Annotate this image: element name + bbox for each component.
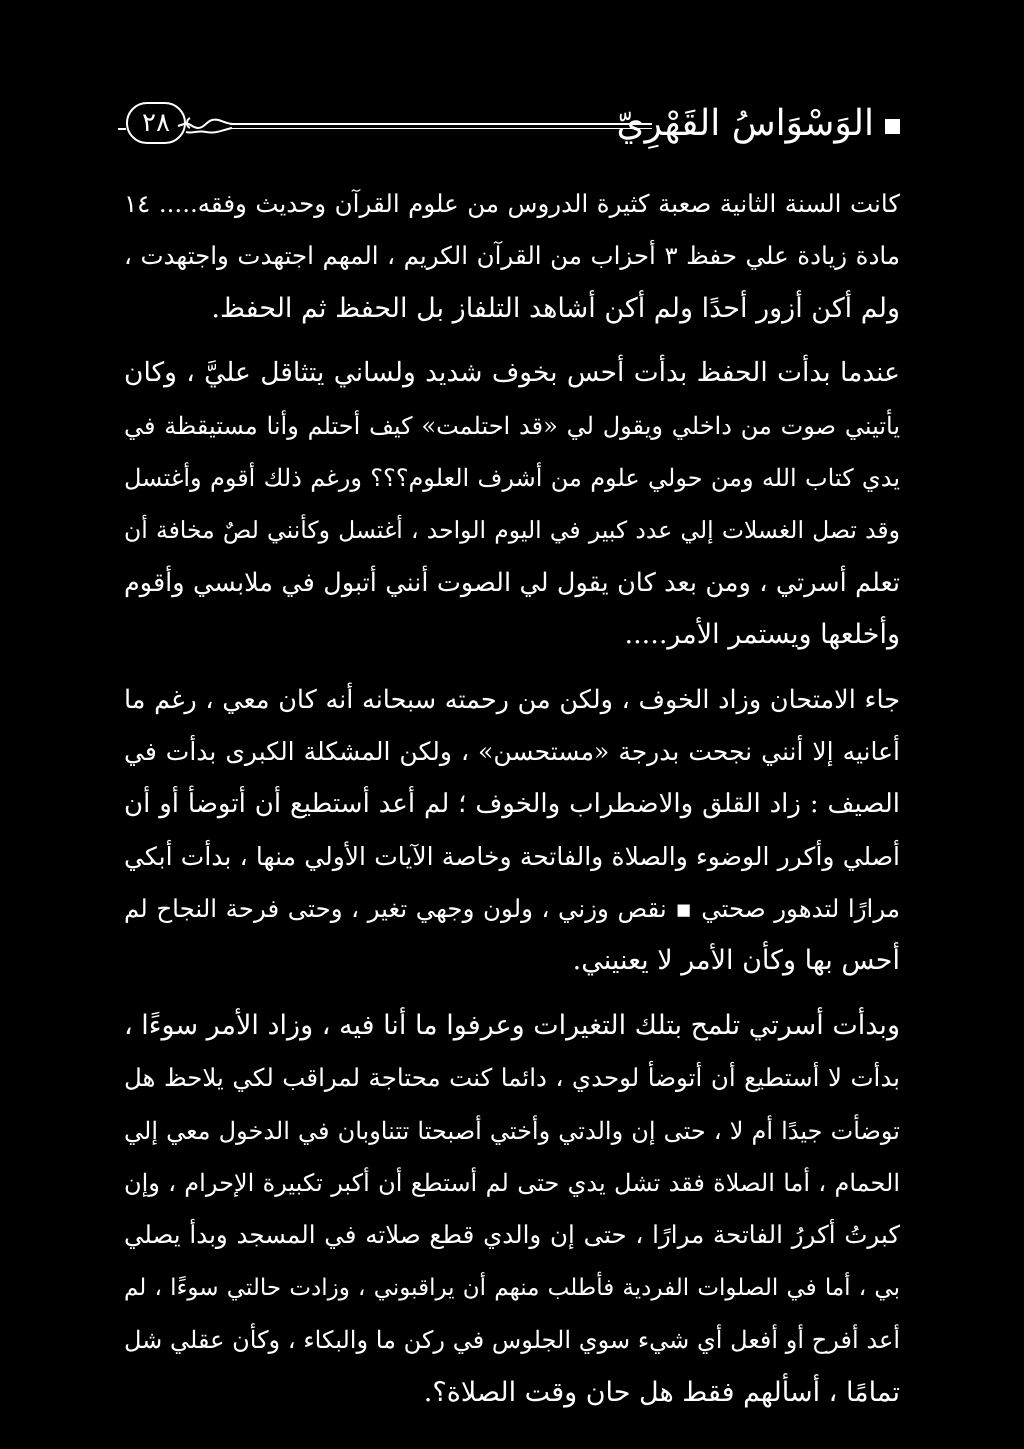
running-title: الوَسْوَاسُ القَهْرِيّ <box>616 103 874 144</box>
text-line: تعلم أسرتي ، ومن بعد كان يقول لي الصوت أنني أتبول في ملابسي وأقوم <box>124 567 900 598</box>
paragraph <box>124 178 900 335</box>
text-line: مادة زيادة علي حفظ ٣ أحزاب من القرآن الكريم ، المهم اجتهدت واجتهدت ، <box>124 241 900 271</box>
text-line: الصيف : زاد القلق والاضطراب والخوف ؛ لم أعد أستطيع أن أتوضأ أو أن <box>124 789 900 820</box>
text-line: وبدأت أسرتي تلمح بتلك التغيرات وعرفوا ما أنا فيه ، وزاد الأمر سوءًا ، <box>124 1009 900 1041</box>
text-line: وقد تصل الغسلات إلي عدد كبير في اليوم الواحد ، أغتسل وكأنني لصٌ مخافة أن <box>124 516 900 545</box>
paragraph <box>124 347 900 661</box>
page-body <box>124 178 900 1419</box>
paragraph-gap <box>124 988 900 1000</box>
page-header <box>118 98 900 150</box>
page-number: ٢٨ <box>142 108 170 138</box>
paragraph <box>124 674 900 988</box>
paragraph-gap <box>124 662 900 674</box>
header-left-rule <box>118 128 126 130</box>
text-line: مرارًا لتدهور صحتي ▪ نقص وزني ، ولون وجهي تغير ، وحتى فرحة النجاح لم <box>124 894 900 924</box>
text-line: بي ، أما في الصلوات الفردية فأطلب منهم أن يراقبوني ، وزادت حالتي سوءًا ، لم <box>124 1274 900 1301</box>
page-number-badge <box>126 102 186 144</box>
text-line: عندما بدأت الحفظ بدأت أحس بخوف شديد ولساني يتثاقل عليَّ ، وكان <box>124 357 900 389</box>
header-rule-thin <box>230 128 652 129</box>
text-line: جاء الامتحان وزاد الخوف ، ولكن من رحمته سبحانه أنه كان معي ، رغم ما <box>124 684 900 715</box>
text-line: ولم أكن أزور أحدًا ولم أكن أشاهد التلفاز بل الحفظ ثم الحفظ. <box>211 292 900 324</box>
text-line: بدأت لا أستطيع أن أتوضأ لوحدي ، دائما كنت محتاجة لمراقب لكي يلاحظ هل <box>124 1063 900 1093</box>
header-square-ornament <box>885 119 900 134</box>
text-line: توضأت جيدًا أم لا ، حتى إن والدتي وأختي أصبحتا تتناوبان في الدخول معي إلي <box>124 1116 900 1145</box>
header-rule <box>230 123 652 125</box>
text-line: يأتيني صوت من داخلي ويقول لي «قد احتلمت» كيف أحتلم وأنا مستيقظة في <box>124 411 900 440</box>
paragraph <box>124 1000 900 1419</box>
paragraph-gap <box>124 335 900 347</box>
text-line: الحمام ، أما الصلاة فقد تشل يدي حتى لم أستطع أن أكبر تكبيرة الإحرام ، وإن <box>124 1169 900 1198</box>
text-line: وأخلعها ويستمر الأمر..... <box>624 619 900 651</box>
text-line: أعانيه إلا أنني نجحت بدرجة «مستحسن» ، ولكن المشكلة الكبرى بدأت في <box>124 736 900 766</box>
text-line: أحس بها وكأن الأمر لا يعنيني. <box>572 945 900 977</box>
text-line: كبرتُ أكررُ الفاتحة مرارًا ، حتى إن والدي قطع صلاته في المسجد وبدأ يصلي <box>124 1220 900 1250</box>
text-line: تمامًا ، أسألهم فقط هل حان وقت الصلاة؟. <box>423 1376 900 1408</box>
text-line: كانت السنة الثانية صعبة كثيرة الدروس من علوم القرآن وحديث وفقه..... ١٤ <box>124 189 900 218</box>
text-line: أعد أفرح أو أفعل أي شيء سوي الجلوس في ركن ما والبكاء ، وكأن عقلي شل <box>124 1326 900 1355</box>
text-line: يدي كتاب الله ومن حولي علوم من أشرف العلوم؟؟؟ ورغم ذلك أقوم وأغتسل <box>124 463 900 492</box>
text-line: أصلي وأكرر الوضوء والصلاة والفاتحة وخاصة الآيات الأولي منها ، بدأت أبكي <box>124 841 900 871</box>
